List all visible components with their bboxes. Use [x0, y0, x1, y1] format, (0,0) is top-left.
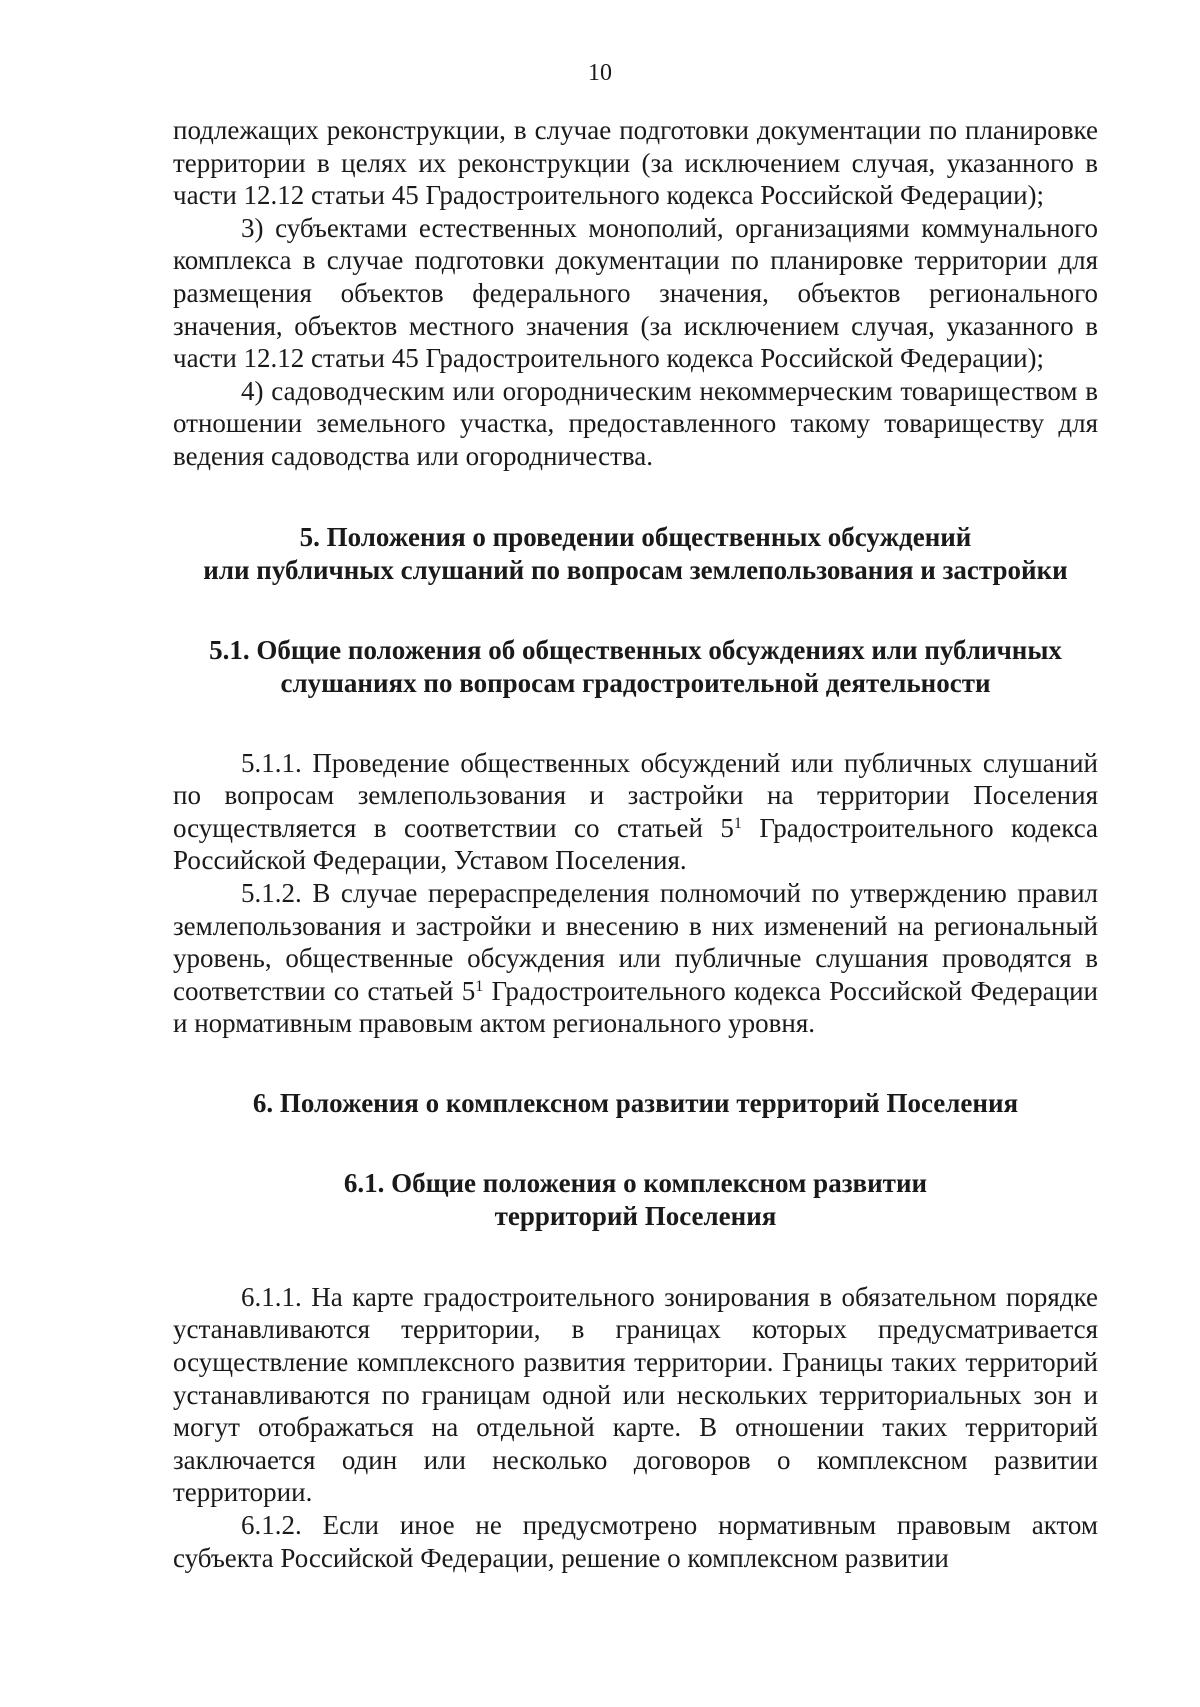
section-5-heading — [173, 521, 1098, 587]
paragraph-6-1-1: 6.1.1. На карте градостроительного зонирования в обязательном порядке устанавливаются территории, в границах которых предусматривается осуществление комплексного развития территории. Границы таких территорий устанавливаются по границам одной или нескольких территориальных зон и могут отображаться на отдельной карте. В отношении таких территорий заключается один или несколько договоров о комплексном развитии территории. — [173, 1281, 1098, 1508]
paragraph-5-1-2-text: 5.1.2. В случае перераспределения полномочий по утверждению правил землепользования и застройки и внесению в них изменений на региональный уровень, общественные обсуждения или публичные слушания проводятся в соответствии со статьей 5 — [173, 877, 1098, 1006]
subsection-5-1-heading-line-2: слушаниях по вопросам градостроительной деятельности — [280, 667, 991, 698]
paragraph-5-1-1-text-end: Градостроительного кодекса Российской Федерации, Уставом Поселения. — [173, 812, 1098, 876]
subsection-5-1-heading — [173, 634, 1098, 700]
paragraph-5-1-1-text: 5.1.1. Проведение общественных обсуждений или публичных слушаний по вопросам землепользования и застройки на территории Поселения осуществляется в соответствии со статьей 5 — [173, 747, 1098, 843]
superscript-article-index: 1 — [475, 977, 484, 995]
document-body — [173, 114, 1098, 1574]
superscript-article-index: 1 — [733, 814, 742, 832]
subsection-6-1-heading-line-1: 6.1. Общие положения о комплексном развитии — [343, 1167, 928, 1198]
paragraph-5-1-2-text-end: Градостроительного кодекса Российской Федерации и нормативным правовым актом регионального уровня. — [173, 975, 1098, 1039]
paragraph-item-3: 3) субъектами естественных монополий, организациями коммунального комплекса в случае подготовки документации по планировке территории для размещения объектов федерального значения, объектов регионального значения, объектов местного значения (за исключением случая, указанного в части 12.12 статьи 45 Градостроительного кодекса Российской Федерации); — [173, 212, 1098, 374]
section-5-heading-line-1: 5. Положения о проведении общественных обсуждений — [299, 521, 972, 552]
paragraph-item-4: 4) садоводческим или огородническим некоммерческим товариществом в отношении земельного участка, предоставленного такому товариществу для ведения садоводства или огородничества. — [173, 375, 1098, 471]
paragraph-5-1-1 — [173, 747, 1098, 877]
subsection-5-1-heading-line-1: 5.1. Общие положения об общественных обсуждениях или публичных — [209, 634, 1062, 665]
page-number: 10 — [588, 60, 612, 86]
section-5-heading-line-2: или публичных слушаний по вопросам землепользования и застройки — [203, 554, 1068, 585]
section-6-heading: 6. Положения о комплексном развитии территорий Поселения — [252, 1087, 1019, 1118]
paragraph-5-1-2 — [173, 877, 1098, 1040]
continued-paragraph: подлежащих реконструкции, в случае подготовки документации по планировке территории в целях их реконструкции (за исключением случая, указанного в части 12.12 статьи 45 Градостроительного кодекса Российской Федерации); — [173, 115, 1098, 211]
subsection-6-1-heading — [173, 1167, 1098, 1233]
paragraph-6-1-2: 6.1.2. Если иное не предусмотрено нормативным правовым актом субъекта Российской Федерации, решение о комплексном развитии — [173, 1510, 1098, 1573]
subsection-6-1-heading-line-2: территорий Поселения — [494, 1200, 777, 1231]
